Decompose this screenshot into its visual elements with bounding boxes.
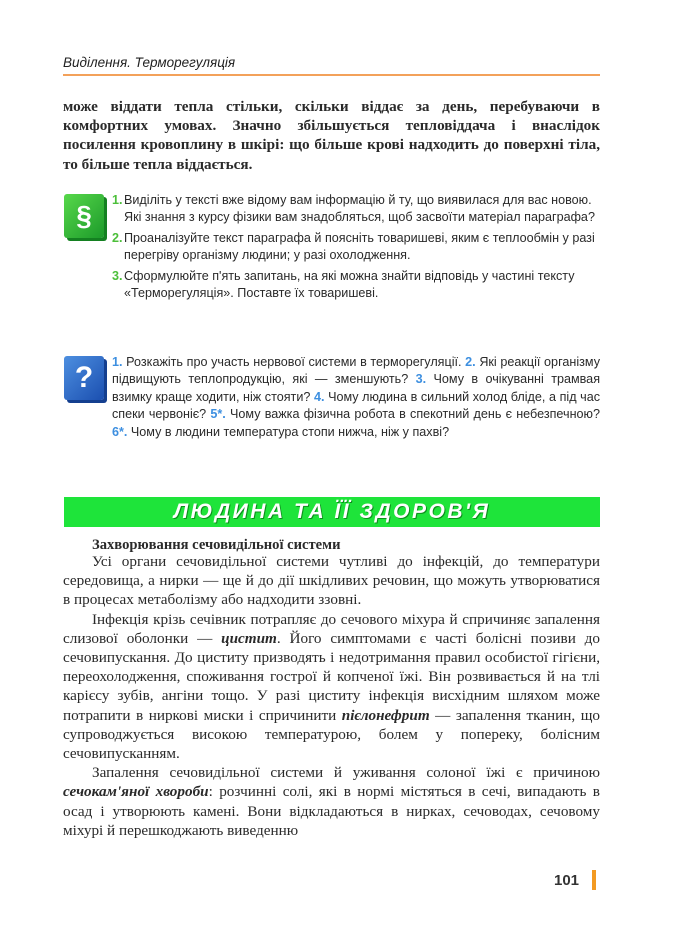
- question-text: Чому людина в сильний холод бліде, а під час спеки червоніє?: [112, 389, 600, 422]
- question-number: 6*.: [112, 424, 128, 439]
- task-list: [112, 192, 600, 305]
- question-number: 4.: [313, 389, 325, 404]
- question-list: [112, 354, 600, 441]
- header-title: Виділення. Терморегуляція: [63, 55, 236, 70]
- term-pyelonephritis: пієлонефрит: [341, 706, 430, 724]
- task-text: Проаналізуйте текст параграфа й поясніть товаришеві, яким є теплообмін у разі перегріву організму людини; у разі охолодження.: [124, 230, 595, 263]
- top-paragraph: може віддати тепла стільки, скільки віддає за день, перебуваючи в комфортних умовах. Значно збільшується тепловіддача і внаслідок посилення кровоплину в шкірі: що більше крові надходить до поверхні тіла, то більше тепла віддається.: [63, 98, 600, 173]
- running-header: [63, 55, 600, 76]
- page-number: 101: [554, 872, 580, 889]
- task-item: [112, 268, 600, 303]
- question-number: 1.: [112, 355, 123, 369]
- header-rule: [63, 74, 600, 76]
- question-text: Чому важка фізична робота в спекотний день є небезпечною?: [230, 407, 600, 422]
- task-number: 2.: [112, 230, 123, 245]
- question-text: Чому в очікуванні трамвая взимку краще ходити, ніж стояти?: [112, 372, 601, 404]
- section-title: Захворювання сечовидільної системи: [92, 537, 341, 553]
- task-item: [112, 230, 600, 265]
- task-text: Виділіть у тексті вже відому вам інформацію й ту, що виявилася для вас новою. Які знання з курсу фізики вам знадобляться, щоб засвоїти матеріал параграфа?: [124, 193, 595, 225]
- task-number: 3.: [112, 268, 123, 283]
- term-cystitis: цистит: [221, 629, 277, 647]
- question-text: Які реакції організму підвищують теплопродукцію, які — зменшують?: [112, 355, 601, 387]
- body-paragraph: Усі органи сечовидільної системи чутливі до інфекцій, до температури середовища, а нирки — ще й до дії шкідливих речовин, що можуть утворюватися в процесах метаболізму або надходити ззовні.: [63, 553, 600, 609]
- term-urolithiasis: сечокам'яної хвороби: [63, 783, 209, 801]
- paragraph-section-icon: §: [64, 194, 104, 238]
- question-mark-icon: ?: [64, 356, 104, 400]
- page-number-marker: [592, 870, 596, 890]
- body-paragraph: Запалення сечовидільної системи й уживання солоної їжі є причиною сечокам'яної хвороби: розчинні солі, які в нормі містяться в сечі, випадають в осад і утворюють камені. Вони відкладаються в нирках, сечоводах, сечовому міхурі й перешкоджають виведенню: [63, 764, 600, 839]
- question-text: Розкажіть про участь нервової системи в терморегуляції.: [126, 355, 462, 369]
- question-number: 3.: [415, 372, 427, 387]
- banner-title: ЛЮДИНА ТА ЇЇ ЗДОРОВ'Я: [173, 500, 491, 523]
- body-paragraph: Інфекція крізь сечівник потрапляє до сечового міхура й спричиняє запалення слизової оболонки — цистит. Його симптомами є часті болісні позиви до сечовипускання. До циститу призводять і недотримання правил особистої гігієни, переохолодження, споживання гострої й копченої їжі. Він розвивається й на тлі карієсу зубів, ангіни тощо. У разі циститу інфекція висхідним шляхом може потрапити в ниркові миски і спричинити пієлонефрит — запалення тканин, що супроводжується високою температурою, болем у попереку, болісним сечовипусканням.: [63, 610, 601, 763]
- body-text: [63, 552, 600, 840]
- task-text: Сформулюйте п'ять запитань, на які можна знайти відповідь у частині тексту «Терморегуляція». Поставте їх товаришеві.: [124, 268, 575, 301]
- task-item: [112, 192, 600, 227]
- question-text: Чому в людини температура стопи нижча, ніж у пахві?: [130, 424, 450, 439]
- task-number: 1.: [112, 193, 123, 207]
- section-banner: [64, 497, 600, 527]
- question-number: 5*.: [210, 407, 226, 422]
- question-number: 2.: [465, 355, 476, 369]
